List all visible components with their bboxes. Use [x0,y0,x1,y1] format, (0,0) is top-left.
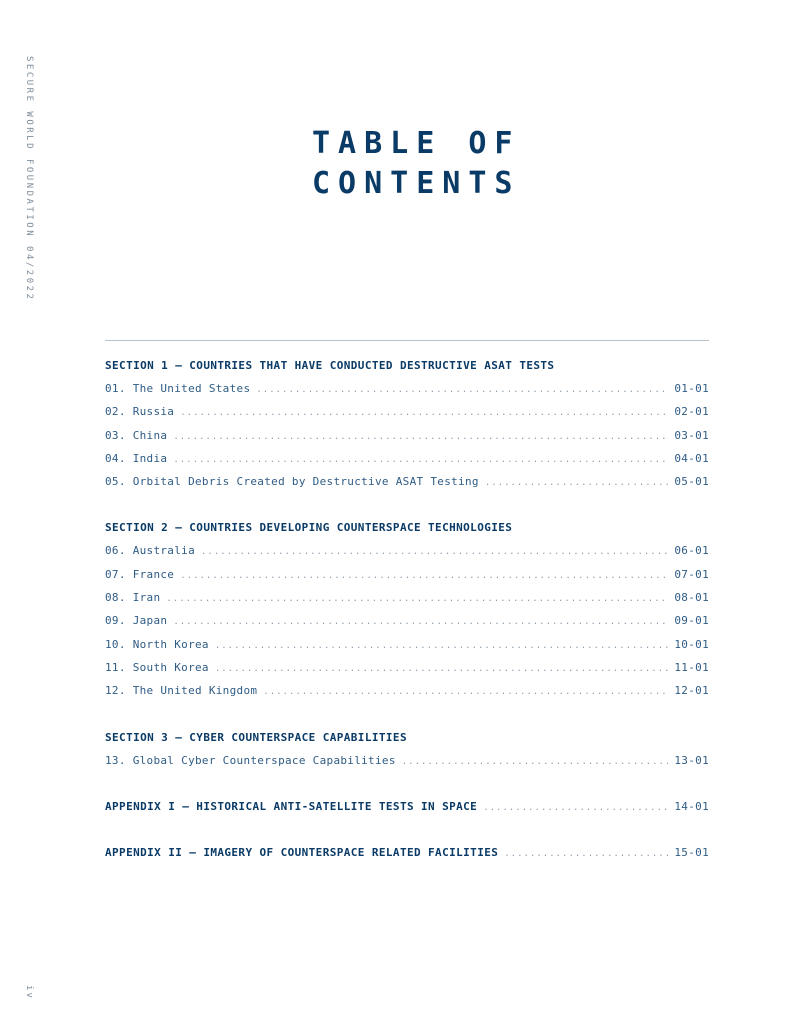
toc-entry[interactable] [105,635,709,658]
dot-leader [201,542,668,562]
toc-entry-page: 12-01 [674,684,709,698]
page-title [312,124,521,204]
toc-entry-label: 12. The United Kingdom [105,684,258,698]
dot-leader [215,636,669,656]
toc-entry-label: APPENDIX I — HISTORICAL ANTI-SATELLITE TESTS IN SPACE [105,799,478,813]
table-of-contents [105,356,709,866]
section-1-heading: SECTION 1 — COUNTRIES THAT HAVE CONDUCTED DESTRUCTIVE ASAT TESTS [105,359,555,372]
toc-appendix-entry[interactable] [105,843,709,866]
toc-entry-label: APPENDIX II — IMAGERY OF COUNTERSPACE RELATED FACILITIES [105,846,499,860]
title-line-2: CONTENTS [312,166,521,201]
toc-entry-label: 05. Orbital Debris Created by Destructive ASAT Testing [105,475,479,489]
toc-entry-label: 01. The United States [105,382,251,395]
toc-entry[interactable] [105,681,709,704]
dot-leader [402,752,669,772]
toc-entry[interactable] [105,541,709,564]
toc-entry-page: 03-01 [674,428,709,442]
dot-leader [180,403,668,423]
dot-leader [166,589,668,609]
toc-entry-page: 01-01 [674,382,709,395]
toc-entry[interactable] [105,472,709,495]
toc-entry-page: 10-01 [674,637,709,651]
page-number: iv [24,985,34,1000]
section-3-heading: SECTION 3 — CYBER COUNTERSPACE CAPABILITIES [105,730,407,744]
title-line-1: TABLE OF [312,126,521,161]
toc-entry-page: 15-01 [674,846,709,860]
dot-leader [504,844,668,864]
toc-entry-label: 03. China [105,428,168,442]
section-2-heading: SECTION 2 — COUNTRIES DEVELOPING COUNTERSPACE TECHNOLOGIES [105,521,513,535]
toc-entry-page: 13-01 [674,753,709,767]
toc-entry[interactable] [105,402,709,425]
dot-leader [263,682,668,702]
toc-entry-label: 07. France [105,567,175,581]
dot-leader [180,566,668,586]
toc-entry[interactable] [105,611,709,634]
toc-entry-label: 06. Australia [105,544,195,558]
dot-leader [173,450,668,470]
divider-rule [105,340,709,341]
publisher-date-label: SECURE WORLD FOUNDATION 04/2022 [24,56,34,302]
toc-appendix-entry[interactable] [105,797,709,820]
toc-entry-page: 02-01 [674,405,709,419]
toc-entry-label: 09. Japan [105,614,168,628]
dot-leader [256,380,668,400]
dot-leader [483,798,668,818]
toc-entry-page: 14-01 [674,799,709,813]
toc-entry-label: 11. South Korea [105,660,209,674]
toc-entry-page: 04-01 [674,451,709,465]
toc-entry[interactable] [105,379,709,402]
dot-leader [173,612,668,632]
toc-entry-page: 11-01 [674,660,709,674]
toc-entry-label: 08. Iran [105,591,161,605]
toc-entry[interactable] [105,565,709,588]
toc-entry-page: 06-01 [674,544,709,558]
toc-entry-label: 04. India [105,451,168,465]
dot-leader [215,659,669,679]
toc-entry-label: 10. North Korea [105,637,209,651]
toc-entry-page: 07-01 [674,567,709,581]
toc-entry-page: 05-01 [674,475,709,489]
toc-entry[interactable] [105,588,709,611]
toc-entry[interactable] [105,751,709,774]
dot-leader [485,473,669,493]
toc-entry[interactable] [105,658,709,681]
toc-entry-label: 02. Russia [105,405,175,419]
toc-entry[interactable] [105,426,709,449]
toc-entry-page: 08-01 [674,591,709,605]
toc-entry-label: 13. Global Cyber Counterspace Capabilities [105,753,396,767]
dot-leader [173,427,668,447]
toc-entry[interactable] [105,449,709,472]
toc-entry-page: 09-01 [674,614,709,628]
